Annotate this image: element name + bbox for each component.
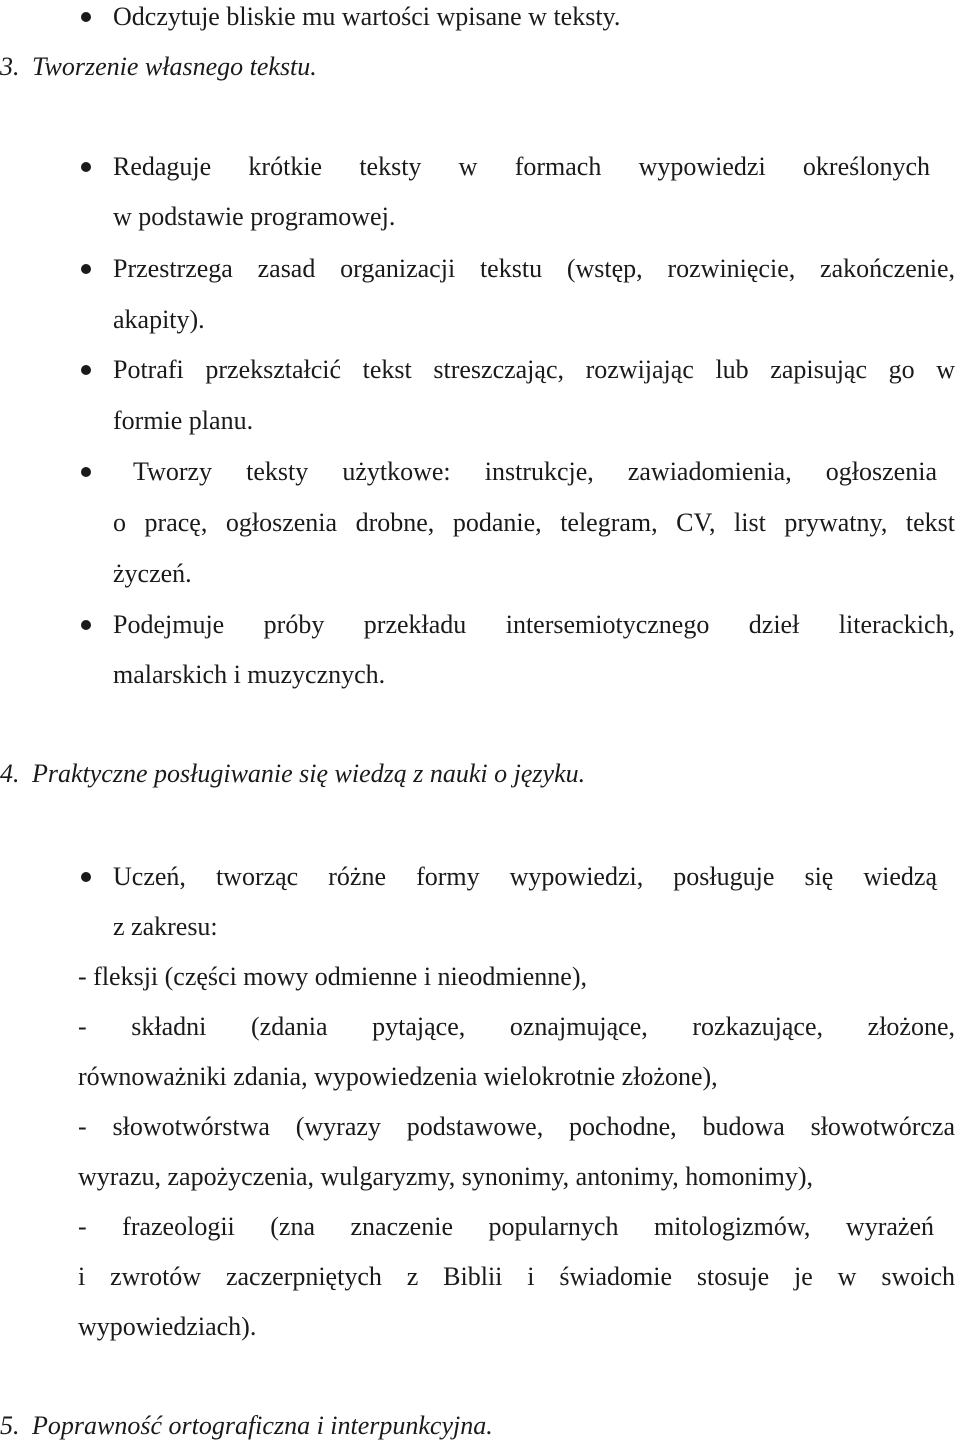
section-number: 3.	[0, 52, 20, 81]
list-item-continuation: w podstawie programowej.	[113, 202, 396, 231]
dash-item: - słowotwórstwa (wyrazy podstawowe, pochodne, budowa słowotwórcza	[78, 1112, 955, 1141]
dash-item: - składni (zdania pytające, oznajmujące, rozkazujące, złożone,	[78, 1012, 955, 1041]
bullet-icon	[81, 872, 91, 882]
list-item-continuation: życzeń.	[113, 559, 192, 588]
bullet-icon	[81, 467, 91, 477]
section-number: 4.	[0, 759, 20, 788]
list-item: Odczytuje bliskie mu wartości wpisane w teksty.	[113, 2, 621, 31]
list-item-continuation: z zakresu:	[113, 912, 218, 941]
section-heading-5	[0, 1411, 493, 1441]
list-item-continuation: akapity).	[113, 305, 205, 334]
dash-item: - frazeologii (zna znaczenie popularnych mitologizmów, wyrażeń	[78, 1212, 934, 1241]
list-item: Potrafi przekształcić tekst streszczając, rozwijając lub zapisując go w	[113, 355, 955, 384]
list-item: Redaguje krótkie teksty w formach wypowiedzi określonych	[113, 152, 930, 181]
list-item: Podejmuje próby przekładu intersemiotycznego dzieł literackich,	[113, 610, 955, 639]
dash-item-continuation: równoważniki zdania, wypowiedzenia wielokrotnie złożone),	[78, 1062, 718, 1091]
dash-item-continuation: i zwrotów zaczerpniętych z Biblii i świadomie stosuje je w swoich	[78, 1262, 955, 1291]
section-heading-3	[0, 52, 317, 82]
bullet-icon	[81, 620, 91, 630]
list-item: Uczeń, tworząc różne formy wypowiedzi, posługuje się wiedzą	[113, 862, 937, 891]
list-item-continuation: formie planu.	[113, 406, 254, 435]
bullet-icon	[81, 12, 91, 22]
section-title: Praktyczne posługiwanie się wiedzą z nauki o języku.	[32, 759, 586, 788]
bullet-icon	[81, 264, 91, 274]
section-title: Poprawność ortograficzna i interpunkcyjna.	[32, 1411, 493, 1440]
dash-item-continuation: wypowiedziach).	[78, 1312, 257, 1341]
list-item-continuation: o pracę, ogłoszenia drobne, podanie, telegram, CV, list prywatny, tekst	[113, 508, 955, 537]
list-item-continuation: malarskich i muzycznych.	[113, 660, 386, 689]
section-heading-4	[0, 759, 585, 789]
list-item: Przestrzega zasad organizacji tekstu (wstęp, rozwinięcie, zakończenie,	[113, 254, 955, 283]
dash-item-continuation: wyrazu, zapożyczenia, wulgaryzmy, synonimy, antonimy, homonimy),	[78, 1162, 814, 1191]
bullet-icon	[81, 162, 91, 172]
list-item: Tworzy teksty użytkowe: instrukcje, zawiadomienia, ogłoszenia	[133, 457, 937, 486]
section-number: 5.	[0, 1411, 20, 1440]
bullet-icon	[81, 365, 91, 375]
dash-item: - fleksji (części mowy odmienne i nieodmienne),	[78, 962, 588, 991]
section-title: Tworzenie własnego tekstu.	[32, 52, 317, 81]
